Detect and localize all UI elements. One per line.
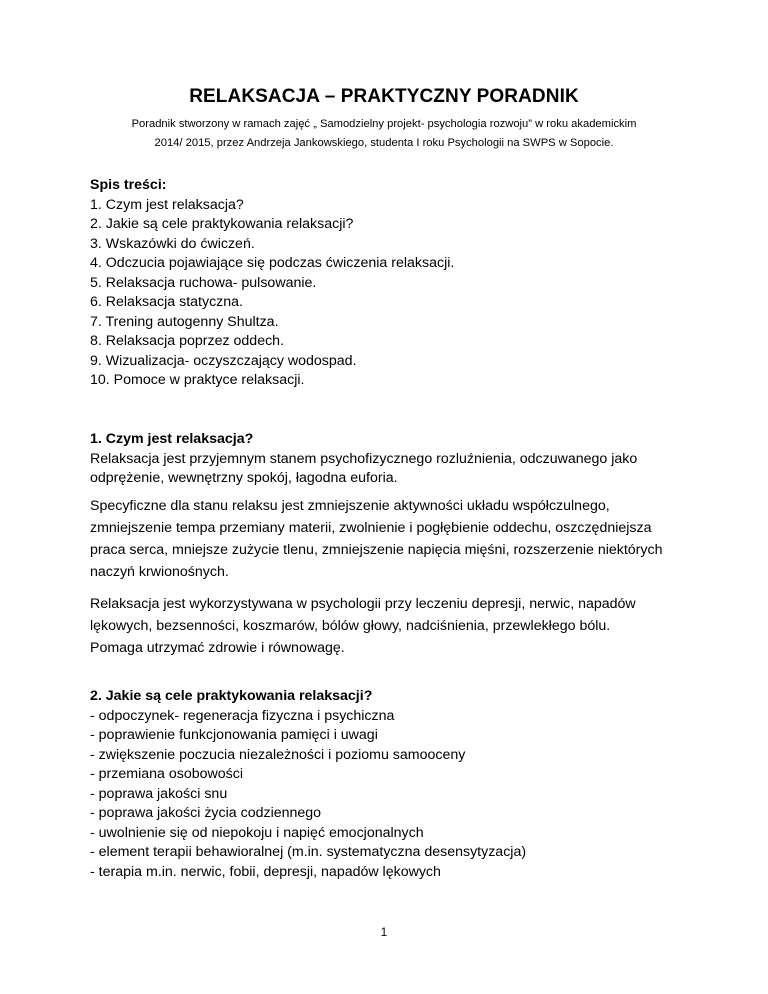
section-2-item: - uwolnienie się od niepokoju i napięć emocjonalnych (90, 824, 424, 841)
section-1-para1-line: Relaksacja jest przyjemnym stanem psychofizycznego rozluźnienia, odczuwanego jako (90, 450, 638, 467)
toc-item: 5. Relaksacja ruchowa- pulsowanie. (90, 274, 317, 291)
section-2-item: - poprawa jakości snu (90, 785, 228, 802)
section-1 (90, 430, 690, 489)
section-2-item: - odpoczynek- regeneracja fizyczna i psychiczna (90, 707, 395, 724)
subtitle-line: 2014/ 2015, przez Andrzeja Jankowskiego, studenta I roku Psychologii na SWPS w Sopocie. (154, 137, 614, 149)
section-1-para2-line: naczyń krwionośnych. (90, 564, 229, 580)
toc-item: 8. Relaksacja poprzez oddech. (90, 333, 285, 349)
document-subtitle (100, 115, 668, 153)
section-2-item: - element terapii behawioralnej (m.in. systematyczna desensytyzacja) (90, 844, 527, 860)
subtitle-line: Poradnik stworzony w ramach zajęć „ Samodzielny projekt- psychologia rozwoju” w roku akademickim (131, 118, 637, 130)
section-2 (90, 687, 690, 882)
toc-item: 2. Jakie są cele praktykowania relaksacji? (90, 216, 354, 232)
toc-item: 6. Relaksacja statyczna. (90, 294, 243, 310)
section-1-para3-line: lękowych, bezsenności, koszmarów, bólów głowy, nadciśnienia, przewlekłego bólu. (90, 618, 611, 634)
section-1-paragraph-3 (90, 593, 690, 659)
toc-item: 7. Trening autogenny Shultza. (90, 313, 279, 330)
section-1-para2-line: praca serca, mniejsze zużycie tlenu, zmniejszenie napięcia mięśni, rozszerzenie niektórych (90, 542, 663, 558)
section-1-para2-line: Specyficzne dla stanu relaksu jest zmniejszenie aktywności układu współczulnego, (90, 498, 610, 514)
section-1-para2-line: zmniejszenie tempa przemiany materii, zwolnienie i pogłębienie oddechu, oszczędniejsza (90, 520, 652, 536)
section-1-para1-line: odprężenie, wewnętrzny spokój, łagodna euforia. (90, 470, 398, 486)
table-of-contents (90, 176, 690, 391)
section-1-para3-line: Pomaga utrzymać zdrowie i równowagę. (90, 640, 345, 656)
section-2-heading: 2. Jakie są cele praktykowania relaksacji? (90, 688, 373, 704)
section-2-item: - przemiana osobowości (90, 766, 243, 782)
section-1-paragraph-2 (90, 495, 690, 583)
section-2-item: - terapia m.in. nerwic, fobii, depresji, napadów lękowych (90, 863, 441, 880)
section-2-item: - poprawa jakości życia codziennego (90, 805, 322, 821)
section-1-para3-line: Relaksacja jest wykorzystywana w psychologii przy leczeniu depresji, nerwic, napadów (90, 596, 636, 612)
toc-item: 10. Pomoce w praktyce relaksacji. (90, 372, 305, 388)
page-number: 1 (380, 927, 388, 939)
document-title: RELAKSACJA – PRAKTYCZNY PORADNIK (189, 86, 579, 107)
toc-heading: Spis treści: (90, 177, 167, 193)
section-2-item: - poprawienie funkcjonowania pamięci i uwagi (90, 727, 378, 743)
toc-item: 3. Wskazówki do ćwiczeń. (90, 235, 255, 252)
section-2-item: - zwiększenie poczucia niezależności i poziomu samooceny (90, 746, 466, 763)
toc-item: 4. Odczucia pojawiające się podczas ćwiczenia relaksacji. (90, 255, 455, 271)
toc-item: 1. Czym jest relaksacja? (90, 196, 244, 213)
section-1-heading: 1. Czym jest relaksacja? (90, 431, 254, 447)
toc-item: 9. Wizualizacja- oczyszczający wodospad. (90, 352, 357, 369)
